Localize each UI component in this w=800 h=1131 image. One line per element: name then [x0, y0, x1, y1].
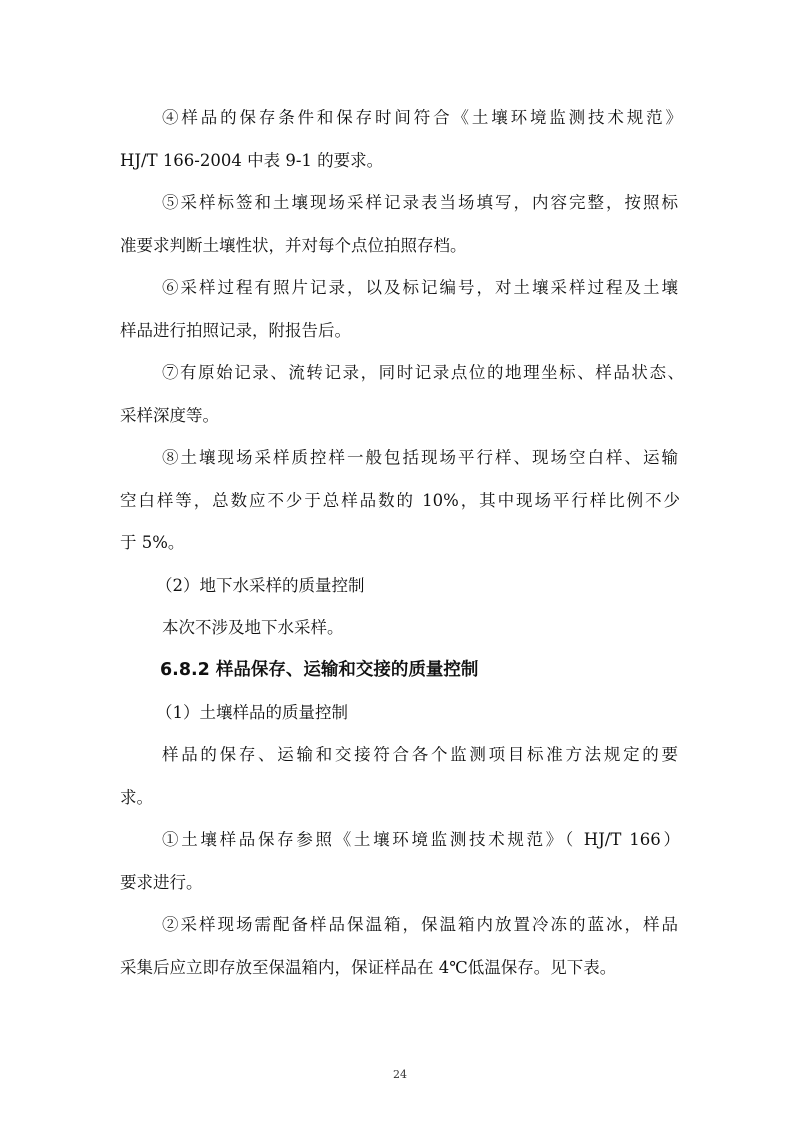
paragraph-line: 要求进行。	[120, 873, 203, 892]
paragraph-line: 求。	[120, 788, 153, 807]
paragraph-line: 空白样等，总数应不少于总样品数的 10%，其中现场平行样比例不少	[120, 491, 680, 510]
paragraph-line: 于 5%。	[120, 533, 185, 552]
paragraph-line: 准要求判断土壤性状，并对每个点位拍照存档。	[120, 236, 467, 255]
paragraph-line: 采样深度等。	[120, 406, 219, 425]
paragraph-line: ⑤采样标签和土壤现场采样记录表当场填写，内容完整，按照标	[162, 193, 678, 212]
paragraph-line: ④样品的保存条件和保存时间符合《土壤环境监测技术规范》	[162, 108, 682, 127]
paragraph-line: ①土壤样品保存参照《土壤环境监测技术规范》（ HJ/T 166）	[162, 830, 680, 849]
paragraph-line: 本次不涉及地下水采样。	[162, 618, 344, 637]
paragraph-line: HJ/T 166-2004 中表 9-1 的要求。	[120, 151, 384, 170]
subsection-title: （2）地下水采样的质量控制	[156, 576, 365, 595]
section-heading: 6.8.2 样品保存、运输和交接的质量控制	[160, 660, 479, 680]
paragraph-line: 样品进行拍照记录，附报告后。	[120, 321, 351, 340]
paragraph-line: 采集后应立即存放至保温箱内，保证样品在 4℃低温保存。见下表。	[120, 958, 617, 977]
subsection-title: （1）土壤样品的质量控制	[156, 703, 348, 722]
paragraph-line: ②采样现场需配备样品保温箱，保温箱内放置冷冻的蓝冰，样品	[162, 915, 678, 934]
paragraph-line: ⑧土壤现场采样质控样一般包括现场平行样、现场空白样、运输	[162, 448, 678, 467]
paragraph-line: ⑦有原始记录、流转记录，同时记录点位的地理坐标、样品状态、	[162, 363, 684, 382]
paragraph-line: 样品的保存、运输和交接符合各个监测项目标准方法规定的要	[162, 745, 678, 764]
paragraph-line: ⑥采样过程有照片记录，以及标记编号，对土壤采样过程及土壤	[162, 278, 678, 297]
page-number: 24	[393, 1068, 407, 1081]
